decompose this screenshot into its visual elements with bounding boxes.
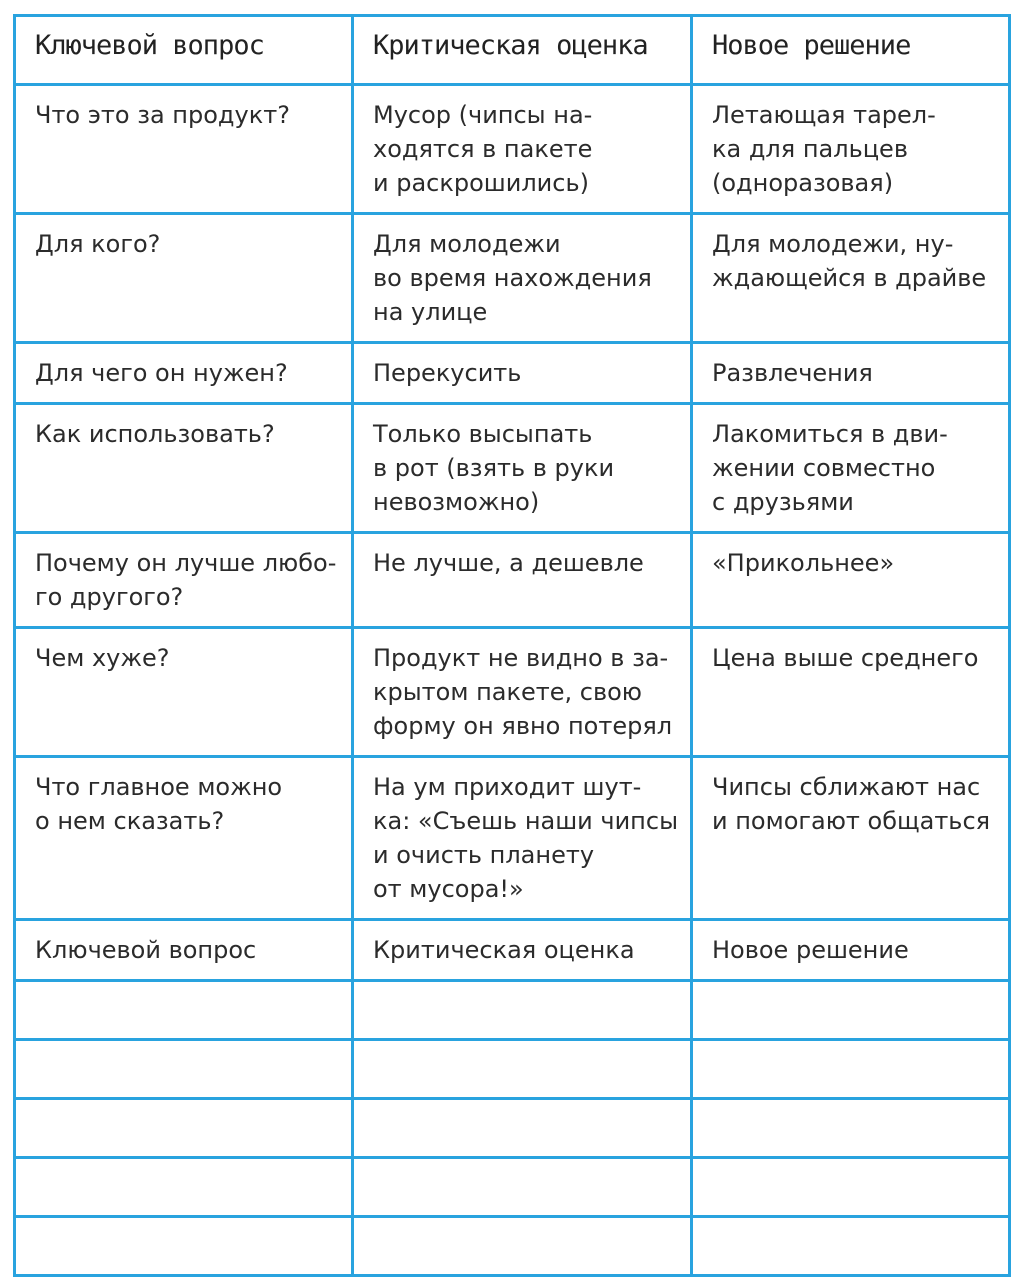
question-text: Почему он лучше любо- го другого? — [35, 549, 337, 611]
question-text: Что главное можно о нем сказать? — [35, 773, 283, 835]
question-cell — [15, 628, 353, 757]
solution-cell — [692, 533, 1010, 628]
table-row — [15, 533, 1010, 628]
blank-cell — [15, 1158, 353, 1217]
solution-cell — [692, 404, 1010, 533]
template-solution-label: Новое решение — [692, 920, 1010, 981]
question-cell — [15, 85, 353, 214]
critique-cell — [353, 628, 692, 757]
blank-cell — [15, 1217, 353, 1276]
solution-cell — [692, 343, 1010, 404]
critique-cell — [353, 757, 692, 920]
table-row — [15, 404, 1010, 533]
critique-cell — [353, 214, 692, 343]
blank-cell — [353, 1158, 692, 1217]
blank-cell — [353, 1099, 692, 1158]
solution-cell — [692, 85, 1010, 214]
critique-cell — [353, 343, 692, 404]
solution-text: «Прикольнее» — [712, 549, 895, 577]
critique-text: Не лучше, а дешевле — [373, 549, 644, 577]
question-cell — [15, 757, 353, 920]
question-cell — [15, 404, 353, 533]
header-row — [15, 16, 1010, 85]
solution-text: Развлечения — [712, 359, 873, 387]
critique-cell — [353, 404, 692, 533]
blank-cell — [353, 1040, 692, 1099]
header-new-solution: Новое решение — [692, 16, 1010, 85]
blank-cell — [353, 981, 692, 1040]
solution-cell — [692, 214, 1010, 343]
solution-text: Летающая тарел- ка для пальцев (одноразовая) — [712, 101, 936, 197]
critique-cell — [353, 85, 692, 214]
header-key-question: Ключевой вопрос — [15, 16, 353, 85]
blank-cell — [15, 1099, 353, 1158]
critique-text: Только высыпать в рот (взять в руки невозможно) — [373, 420, 615, 516]
critique-text: Мусор (чипсы на- ходятся в пакете и раскрошились) — [373, 101, 593, 197]
table-row — [15, 214, 1010, 343]
question-text: Для чего он нужен? — [35, 359, 288, 387]
blank-row — [15, 1099, 1010, 1158]
critique-text: Перекусить — [373, 359, 522, 387]
blank-row — [15, 1040, 1010, 1099]
critique-text: На ум приходит шут- ка: «Съешь наши чипсы и очисть планету от мусора!» — [373, 773, 679, 903]
comparison-table — [13, 14, 1011, 1277]
blank-cell — [692, 1099, 1010, 1158]
question-cell — [15, 533, 353, 628]
header-critical-assessment: Критическая оценка — [353, 16, 692, 85]
template-header-row — [15, 920, 1010, 981]
blank-cell — [15, 1040, 353, 1099]
blank-cell — [692, 981, 1010, 1040]
blank-cell — [692, 1217, 1010, 1276]
question-text: Как использовать? — [35, 420, 275, 448]
solution-text: Цена выше среднего — [712, 644, 979, 672]
solution-text: Чипсы сближают нас и помогают общаться — [712, 773, 991, 835]
question-text: Для кого? — [35, 230, 161, 258]
template-critique-label: Критическая оценка — [353, 920, 692, 981]
critique-cell — [353, 533, 692, 628]
table-row — [15, 85, 1010, 214]
solution-cell — [692, 757, 1010, 920]
question-text: Чем хуже? — [35, 644, 170, 672]
critique-text: Продукт не видно в за- крытом пакете, свою форму он явно потерял — [373, 644, 673, 740]
question-text: Что это за продукт? — [35, 101, 290, 129]
blank-cell — [692, 1040, 1010, 1099]
solution-text: Лакомиться в дви- жении совместно с друзьями — [712, 420, 948, 516]
critique-text: Для молодежи во время нахождения на улице — [373, 230, 652, 326]
blank-row — [15, 1217, 1010, 1276]
question-cell — [15, 214, 353, 343]
blank-row — [15, 1158, 1010, 1217]
table-row — [15, 757, 1010, 920]
blank-row — [15, 981, 1010, 1040]
template-question-label: Ключевой вопрос — [15, 920, 353, 981]
table-row — [15, 628, 1010, 757]
blank-cell — [692, 1158, 1010, 1217]
question-cell — [15, 343, 353, 404]
table-row — [15, 343, 1010, 404]
blank-cell — [15, 981, 353, 1040]
solution-text: Для молодежи, ну- ждающейся в драйве — [712, 230, 987, 292]
blank-cell — [353, 1217, 692, 1276]
solution-cell — [692, 628, 1010, 757]
